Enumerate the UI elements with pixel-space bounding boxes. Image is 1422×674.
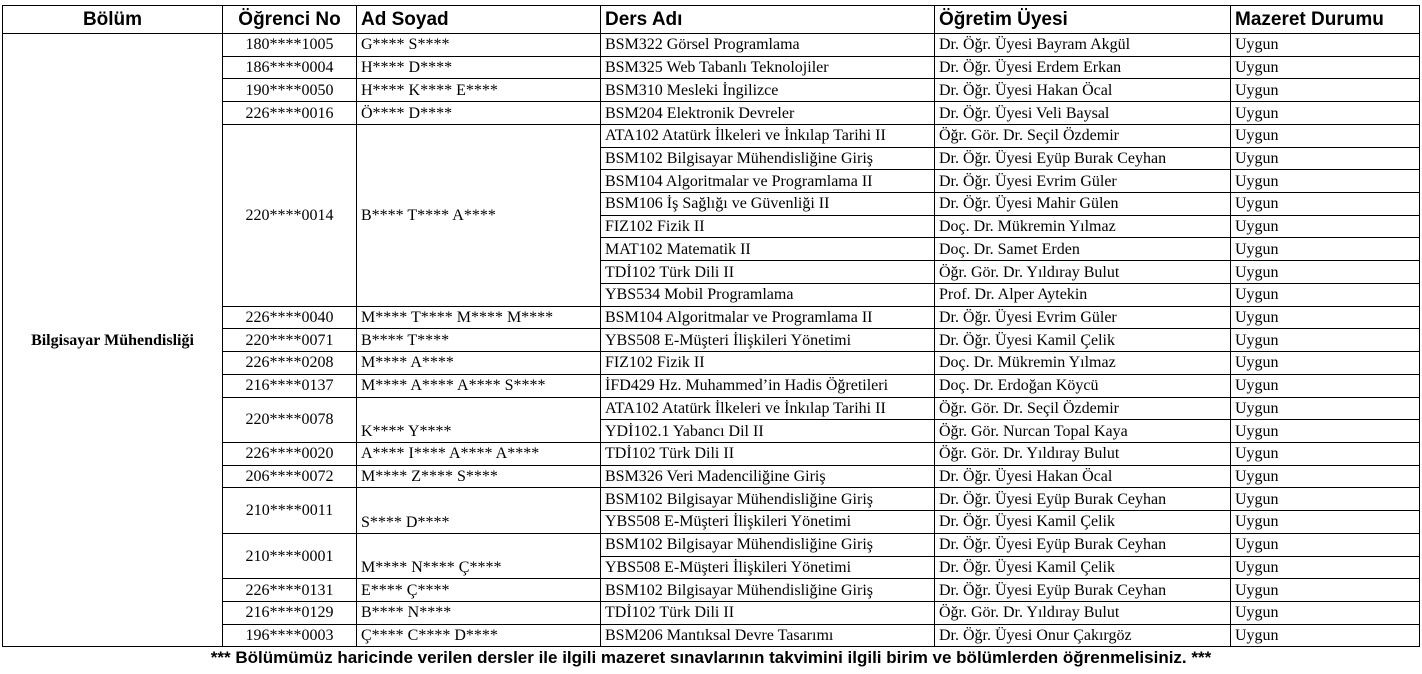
status-cell: Uygun — [1231, 397, 1420, 420]
instructor-cell: Öğr. Gör. Dr. Yıldıray Bulut — [935, 442, 1231, 465]
course-name-cell: BSM310 Mesleki İngilizce — [601, 79, 935, 102]
instructor-cell: Dr. Öğr. Üyesi Kamil Çelik — [935, 511, 1231, 534]
student-no-cell: 216****0129 — [223, 601, 357, 624]
course-name-cell: MAT102 Matematik II — [601, 238, 935, 261]
course-name-cell: BSM102 Bilgisayar Mühendisliğine Giriş — [601, 579, 935, 602]
instructor-cell: Dr. Öğr. Üyesi Kamil Çelik — [935, 556, 1231, 579]
student-no-cell: 196****0003 — [223, 624, 357, 647]
instructor-cell: Dr. Öğr. Üyesi Eyüp Burak Ceyhan — [935, 147, 1231, 170]
instructor-cell: Dr. Öğr. Üyesi Hakan Öcal — [935, 79, 1231, 102]
student-no-cell: 220****0078 — [223, 397, 357, 442]
course-name-cell: BSM204 Elektronik Devreler — [601, 102, 935, 125]
instructor-cell: Doç. Dr. Mükremin Yılmaz — [935, 352, 1231, 375]
course-name-cell: YBS508 E-Müşteri İlişkileri Yönetimi — [601, 511, 935, 534]
status-cell: Uygun — [1231, 465, 1420, 488]
course-name-cell: BSM325 Web Tabanlı Teknolojiler — [601, 56, 935, 79]
instructor-cell: Dr. Öğr. Üyesi Eyüp Burak Ceyhan — [935, 533, 1231, 556]
student-name-cell: B**** N**** — [357, 601, 601, 624]
instructor-cell: Prof. Dr. Alper Aytekin — [935, 283, 1231, 306]
student-no-cell: 226****0016 — [223, 102, 357, 125]
course-name-cell: BSM102 Bilgisayar Mühendisliğine Giriş — [601, 533, 935, 556]
instructor-cell: Öğr. Gör. Dr. Seçil Özdemir — [935, 124, 1231, 147]
course-name-cell: FIZ102 Fizik II — [601, 352, 935, 375]
status-cell: Uygun — [1231, 488, 1420, 511]
status-cell: Uygun — [1231, 261, 1420, 284]
student-no-cell: 180****1005 — [223, 34, 357, 57]
status-cell: Uygun — [1231, 102, 1420, 125]
student-no-cell: 226****0131 — [223, 579, 357, 602]
instructor-cell: Öğr. Gör. Dr. Seçil Özdemir — [935, 397, 1231, 420]
header-ogrenci-no: Öğrenci No — [223, 6, 357, 34]
status-cell: Uygun — [1231, 329, 1420, 352]
status-cell: Uygun — [1231, 193, 1420, 216]
instructor-cell: Öğr. Gör. Nurcan Topal Kaya — [935, 420, 1231, 443]
table-row — [3, 34, 1420, 57]
instructor-cell: Öğr. Gör. Dr. Yıldıray Bulut — [935, 261, 1231, 284]
status-cell: Uygun — [1231, 624, 1420, 647]
header-bolum: Bölüm — [3, 6, 223, 34]
student-no-cell: 186****0004 — [223, 56, 357, 79]
table-body — [3, 34, 1420, 647]
status-cell: Uygun — [1231, 374, 1420, 397]
status-cell: Uygun — [1231, 283, 1420, 306]
department-cell: Bilgisayar Mühendisliği — [3, 34, 223, 647]
instructor-cell: Dr. Öğr. Üyesi Veli Baysal — [935, 102, 1231, 125]
instructor-cell: Dr. Öğr. Üyesi Eyüp Burak Ceyhan — [935, 488, 1231, 511]
student-name-cell: B**** T**** — [357, 329, 601, 352]
student-name-cell: H**** K**** E**** — [357, 79, 601, 102]
instructor-cell: Dr. Öğr. Üyesi Mahir Gülen — [935, 193, 1231, 216]
header-ad-soyad: Ad Soyad — [357, 6, 601, 34]
course-name-cell: YBS534 Mobil Programlama — [601, 283, 935, 306]
course-name-cell: ATA102 Atatürk İlkeleri ve İnkılap Tarihi II — [601, 124, 935, 147]
student-no-cell: 226****0040 — [223, 306, 357, 329]
course-name-cell: TDİ102 Türk Dili II — [601, 261, 935, 284]
student-no-cell: 226****0020 — [223, 442, 357, 465]
status-cell: Uygun — [1231, 579, 1420, 602]
instructor-cell: Dr. Öğr. Üyesi Bayram Akgül — [935, 34, 1231, 57]
student-name-cell: S**** D**** — [357, 488, 601, 533]
course-name-cell: İFD429 Hz. Muhammed’in Hadis Öğretileri — [601, 374, 935, 397]
student-name-cell: E**** Ç**** — [357, 579, 601, 602]
status-cell: Uygun — [1231, 79, 1420, 102]
status-cell: Uygun — [1231, 215, 1420, 238]
student-no-cell: 220****0014 — [223, 124, 357, 306]
header-ders-adi: Ders Adı — [601, 6, 935, 34]
excuse-exam-table — [2, 5, 1420, 647]
student-name-cell: K**** Y**** — [357, 397, 601, 442]
student-name-cell: M**** T**** M**** M**** — [357, 306, 601, 329]
instructor-cell: Dr. Öğr. Üyesi Kamil Çelik — [935, 329, 1231, 352]
course-name-cell: YBS508 E-Müşteri İlişkileri Yönetimi — [601, 556, 935, 579]
status-cell: Uygun — [1231, 556, 1420, 579]
instructor-cell: Dr. Öğr. Üyesi Hakan Öcal — [935, 465, 1231, 488]
course-name-cell: BSM322 Görsel Programlama — [601, 34, 935, 57]
instructor-cell: Dr. Öğr. Üyesi Onur Çakırgöz — [935, 624, 1231, 647]
student-name-cell: M**** Z**** S**** — [357, 465, 601, 488]
student-no-cell: 216****0137 — [223, 374, 357, 397]
instructor-cell: Dr. Öğr. Üyesi Erdem Erkan — [935, 56, 1231, 79]
course-name-cell: BSM104 Algoritmalar ve Programlama II — [601, 306, 935, 329]
student-name-cell: G**** S**** — [357, 34, 601, 57]
instructor-cell: Öğr. Gör. Dr. Yıldıray Bulut — [935, 601, 1231, 624]
course-name-cell: TDİ102 Türk Dili II — [601, 601, 935, 624]
instructor-cell: Dr. Öğr. Üyesi Evrim Güler — [935, 306, 1231, 329]
instructor-cell: Doç. Dr. Erdoğan Köycü — [935, 374, 1231, 397]
status-cell: Uygun — [1231, 34, 1420, 57]
student-name-cell: M**** N**** Ç**** — [357, 533, 601, 578]
course-name-cell: BSM104 Algoritmalar ve Programlama II — [601, 170, 935, 193]
status-cell: Uygun — [1231, 442, 1420, 465]
instructor-cell: Doç. Dr. Mükremin Yılmaz — [935, 215, 1231, 238]
header-row — [3, 6, 1420, 34]
student-no-cell: 210****0001 — [223, 533, 357, 578]
student-name-cell: A**** I**** A**** A**** — [357, 442, 601, 465]
header-mazeret-durumu: Mazeret Durumu — [1231, 6, 1420, 34]
status-cell: Uygun — [1231, 147, 1420, 170]
instructor-cell: Dr. Öğr. Üyesi Evrim Güler — [935, 170, 1231, 193]
status-cell: Uygun — [1231, 352, 1420, 375]
status-cell: Uygun — [1231, 170, 1420, 193]
course-name-cell: BSM102 Bilgisayar Mühendisliğine Giriş — [601, 488, 935, 511]
student-name-cell: H**** D**** — [357, 56, 601, 79]
student-name-cell: M**** A**** — [357, 352, 601, 375]
course-name-cell: BSM106 İş Sağlığı ve Güvenliği II — [601, 193, 935, 216]
student-no-cell: 210****0011 — [223, 488, 357, 533]
status-cell: Uygun — [1231, 533, 1420, 556]
header-ogretim-uyesi: Öğretim Üyesi — [935, 6, 1231, 34]
course-name-cell: BSM206 Mantıksal Devre Tasarımı — [601, 624, 935, 647]
student-name-cell: Ö**** D**** — [357, 102, 601, 125]
student-no-cell: 206****0072 — [223, 465, 357, 488]
student-name-cell: B**** T**** A**** — [357, 124, 601, 306]
instructor-cell: Dr. Öğr. Üyesi Eyüp Burak Ceyhan — [935, 579, 1231, 602]
course-name-cell: BSM102 Bilgisayar Mühendisliğine Giriş — [601, 147, 935, 170]
student-no-cell: 190****0050 — [223, 79, 357, 102]
course-name-cell: YDİ102.1 Yabancı Dil II — [601, 420, 935, 443]
instructor-cell: Doç. Dr. Samet Erden — [935, 238, 1231, 261]
student-name-cell: M**** A**** A**** S**** — [357, 374, 601, 397]
status-cell: Uygun — [1231, 511, 1420, 534]
student-no-cell: 226****0208 — [223, 352, 357, 375]
status-cell: Uygun — [1231, 601, 1420, 624]
course-name-cell: ATA102 Atatürk İlkeleri ve İnkılap Tarihi II — [601, 397, 935, 420]
status-cell: Uygun — [1231, 56, 1420, 79]
course-name-cell: BSM326 Veri Madenciliğine Giriş — [601, 465, 935, 488]
course-name-cell: FIZ102 Fizik II — [601, 215, 935, 238]
status-cell: Uygun — [1231, 124, 1420, 147]
student-no-cell: 220****0071 — [223, 329, 357, 352]
status-cell: Uygun — [1231, 420, 1420, 443]
course-name-cell: TDİ102 Türk Dili II — [601, 442, 935, 465]
footer-note: *** Bölümümüz haricinde verilen dersler ile ilgili mazeret sınavlarının takvimini ilgili birim ve bölümlerden öğrenmelisiniz. *** — [210, 648, 1212, 667]
course-name-cell: YBS508 E-Müşteri İlişkileri Yönetimi — [601, 329, 935, 352]
status-cell: Uygun — [1231, 306, 1420, 329]
status-cell: Uygun — [1231, 238, 1420, 261]
student-name-cell: Ç**** C**** D**** — [357, 624, 601, 647]
